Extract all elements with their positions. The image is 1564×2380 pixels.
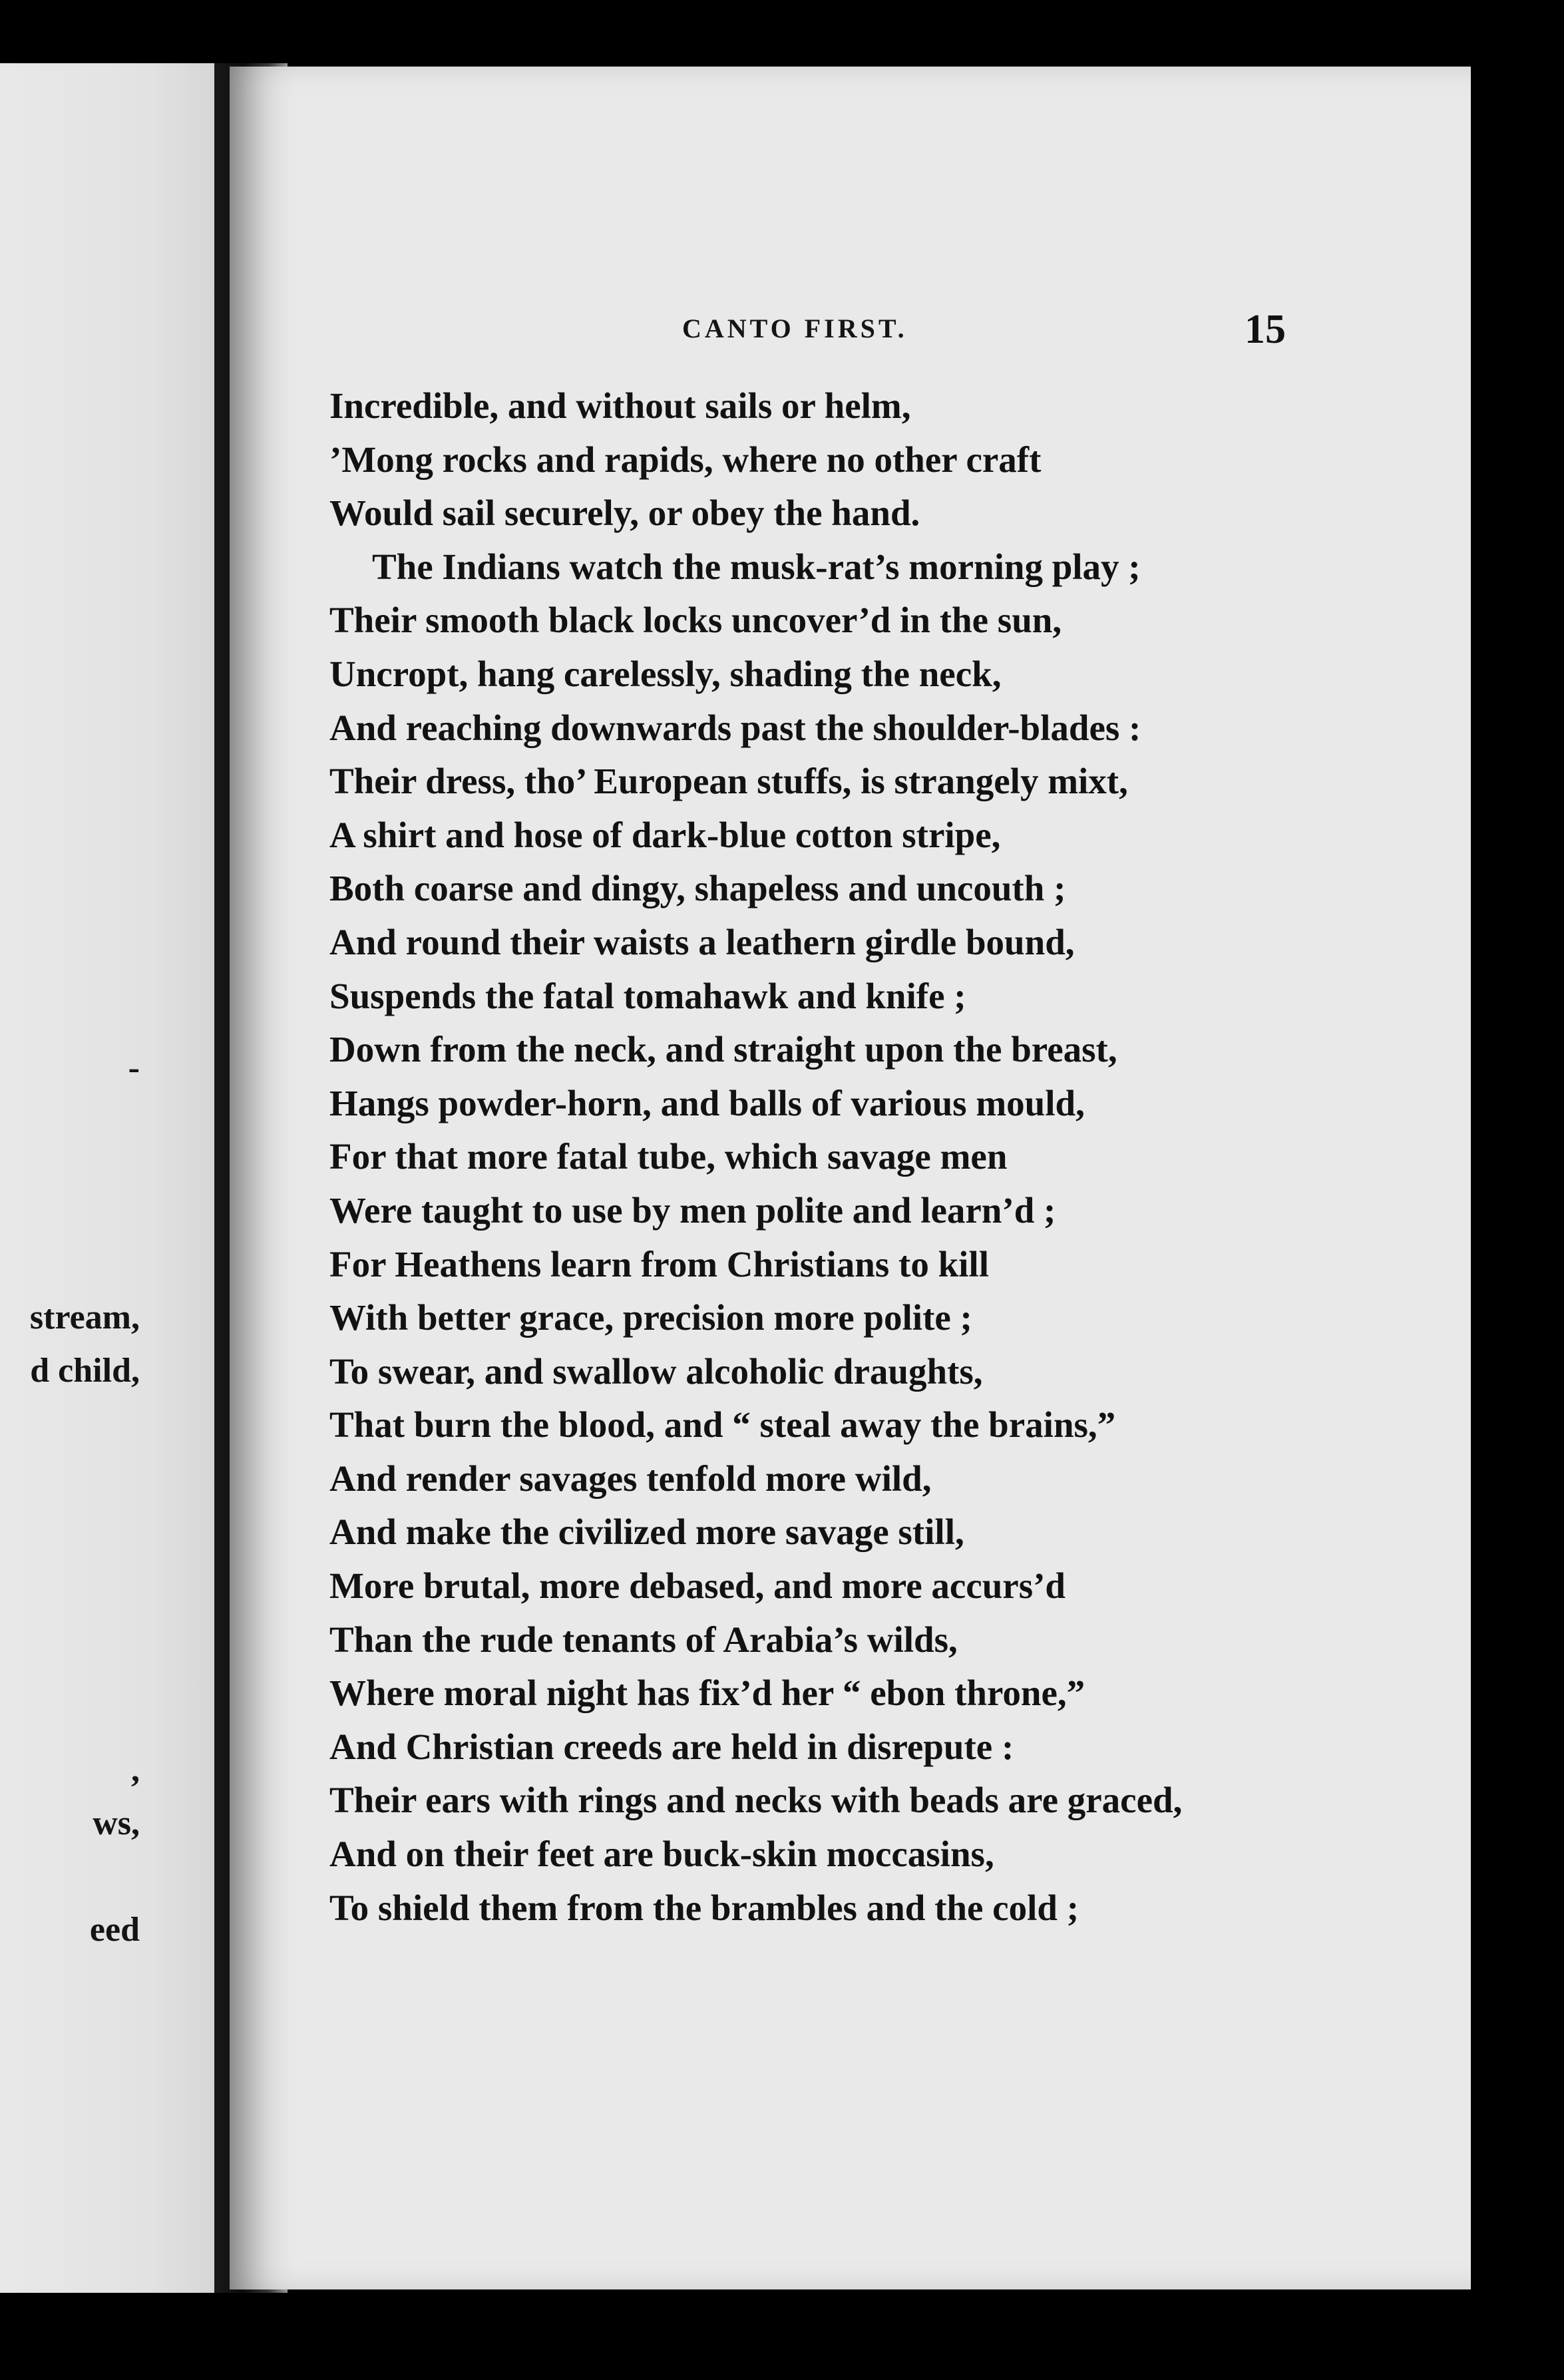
- poem-line: Their ears with rings and necks with beads are graced,: [329, 1780, 1183, 1821]
- poem-line: Where moral night has fix’d her “ ebon throne,”: [329, 1673, 1085, 1714]
- page-header: [230, 306, 1471, 359]
- poem-line: Down from the neck, and straight upon the breast,: [329, 1029, 1117, 1070]
- left-page-fragment: stream,: [29, 1298, 140, 1336]
- page-number: 15: [1245, 307, 1286, 352]
- poem-line: Hangs powder-horn, and balls of various mould,: [329, 1082, 1085, 1123]
- poem-line: That burn the blood, and “ steal away the brains,”: [329, 1404, 1116, 1446]
- poem-line: For that more fatal tube, which savage men: [329, 1136, 1008, 1177]
- poem-line: And make the civilized more savage still,: [329, 1511, 964, 1553]
- left-page-fragment: ,: [131, 1751, 140, 1789]
- left-page-fragment: eed: [89, 1911, 140, 1949]
- left-page-fragment: d child,: [30, 1352, 140, 1390]
- poem-line: To shield them from the brambles and the cold ;: [329, 1887, 1079, 1928]
- poem-line: To swear, and swallow alcoholic draughts,: [329, 1350, 983, 1392]
- poem-line: Uncropt, hang carelessly, shading the neck,: [329, 653, 1002, 694]
- poem-line: Their smooth black locks uncover’d in the sun,: [329, 600, 1062, 641]
- poem-line: ’Mong rocks and rapids, where no other craft: [329, 439, 1042, 480]
- running-title: CANTO FIRST.: [682, 313, 908, 343]
- poem-line: A shirt and hose of dark-blue cotton stripe,: [329, 814, 1001, 855]
- book-page: [230, 67, 1471, 2289]
- left-page-fragment: -: [128, 1049, 140, 1087]
- poem-line: For Heathens learn from Christians to kill: [329, 1243, 989, 1285]
- poem-line: The Indians watch the musk-rat’s morning play ;: [372, 546, 1141, 587]
- poem-line: And round their waists a leathern girdle bound,: [329, 921, 1075, 962]
- poem-line: Both coarse and dingy, shapeless and uncouth ;: [329, 868, 1066, 909]
- poem-line: More brutal, more debased, and more accurs’d: [329, 1565, 1066, 1607]
- poem-line: And on their feet are buck-skin moccasins,: [329, 1834, 994, 1875]
- left-page-fragment: ws,: [93, 1804, 140, 1842]
- poem-line: With better grace, precision more polite ;: [329, 1297, 972, 1338]
- poem-line: Their dress, tho’ European stuffs, is strangely mixt,: [329, 761, 1128, 802]
- poem-line: Would sail securely, or obey the hand.: [329, 493, 920, 534]
- poem-line: And reaching downwards past the shoulder-blades :: [329, 707, 1141, 748]
- poem-line: Incredible, and without sails or helm,: [329, 385, 911, 426]
- poem-line: And Christian creeds are held in disrepute :: [329, 1726, 1014, 1767]
- poem-line: And render savages tenfold more wild,: [329, 1458, 932, 1499]
- poem-line: Were taught to use by men polite and learn’d ;: [329, 1189, 1056, 1231]
- poem-line: Than the rude tenants of Arabia’s wilds,: [329, 1619, 958, 1660]
- previous-page-edge: [0, 63, 214, 2293]
- poem-text: [329, 379, 1448, 1935]
- poem-line: Suspends the fatal tomahawk and knife ;: [329, 975, 966, 1016]
